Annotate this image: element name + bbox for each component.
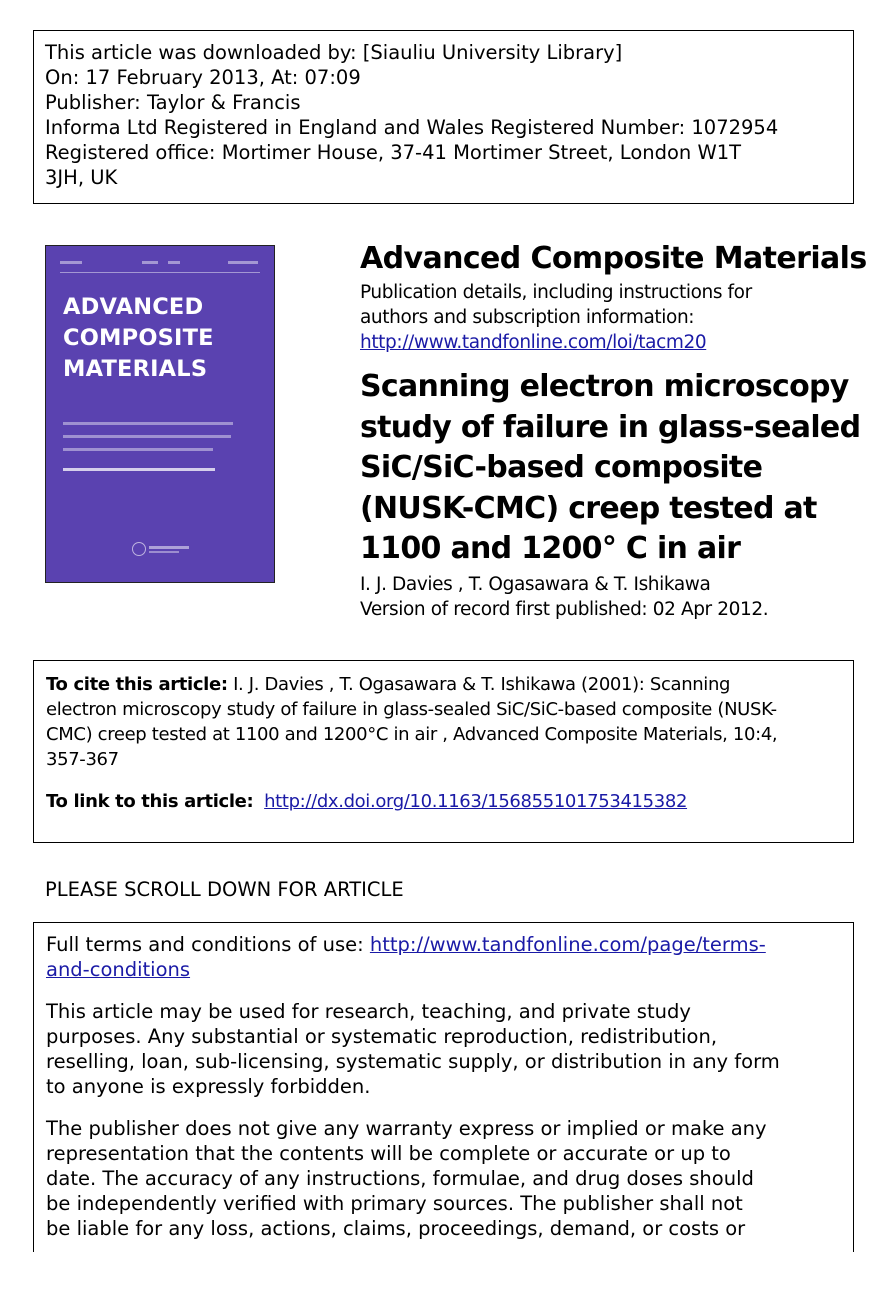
terms-link[interactable]: http://www.tandfonline.com/page/terms- — [369, 933, 766, 956]
journal-cover-image — [45, 245, 275, 583]
citation-text: I. J. Davies , T. Ogasawara & T. Ishikawa (2001): Scanning — [227, 674, 731, 695]
terms-box — [33, 922, 854, 1252]
publisher-logo-icon — [132, 542, 146, 556]
cover-title-line: MATERIALS — [63, 356, 208, 382]
cover-title-line: ADVANCED — [63, 294, 204, 320]
article-title — [360, 367, 860, 570]
paragraph-line: This article may be used for research, teaching, and private study — [46, 1000, 691, 1023]
cite-label: To cite this article: — [46, 674, 228, 695]
download-date: On: 17 February 2013, At: 07:09 — [45, 66, 361, 89]
article-title-line: (NUSK-CMC) creep tested at — [360, 490, 817, 526]
article-authors: I. J. Davies , T. Ogasawara & T. Ishikawa — [360, 573, 711, 595]
cover-title-line: COMPOSITE — [63, 325, 214, 351]
pub-details-line: Publication details, including instructions for — [360, 282, 752, 303]
doi-link[interactable]: http://dx.doi.org/10.1163/156855101753415382 — [264, 791, 688, 812]
publication-details — [360, 280, 860, 355]
registered-office: Registered office: Mortimer House, 37-41 Mortimer Street, London W1T — [45, 141, 742, 164]
article-title-line: Scanning electron microscopy — [360, 369, 849, 404]
cover-header-rule — [60, 260, 260, 273]
journal-url-link[interactable]: http://www.tandfonline.com/loi/tacm20 — [360, 332, 707, 353]
paragraph-line: be independently verified with primary sources. The publisher shall not — [46, 1192, 743, 1215]
citation-text: electron microscopy study of failure in glass-sealed SiC/SiC-based composite (NUSK- — [46, 699, 777, 720]
scroll-notice: PLEASE SCROLL DOWN FOR ARTICLE — [45, 878, 404, 901]
journal-title: Advanced Composite Materials — [360, 241, 867, 276]
citation-text: 357-367 — [46, 749, 119, 770]
cover-logo-text — [149, 546, 189, 549]
article-title-line: 1100 and 1200° C in air — [360, 531, 741, 566]
citation-box — [33, 660, 854, 843]
paragraph-line: to anyone is expressly forbidden. — [46, 1075, 371, 1098]
cover-title — [63, 292, 263, 385]
article-title-line: study of failure in glass-sealed — [360, 409, 861, 445]
downloaded-by: This article was downloaded by: [Siauliu University Library] — [45, 41, 623, 64]
download-info-box — [33, 30, 854, 204]
cover-text-line — [63, 448, 213, 451]
terms-link-cont[interactable]: and-conditions — [46, 958, 191, 981]
paragraph-line: be liable for any loss, actions, claims, proceedings, demand, or costs or — [46, 1217, 746, 1240]
paragraph-line: representation that the contents will be complete or accurate or up to — [46, 1142, 731, 1165]
disclaimer-paragraph — [46, 1116, 853, 1241]
version-of-record: Version of record first published: 02 Apr 2012. — [360, 598, 769, 620]
cover-editors-line — [63, 468, 215, 471]
cover-text-line — [63, 422, 233, 425]
article-title-line: SiC/SiC-based composite — [360, 450, 763, 485]
paragraph-line: date. The accuracy of any instructions, formulae, and drug doses should — [46, 1167, 754, 1190]
link-label: To link to this article: — [46, 791, 254, 812]
registration: Informa Ltd Registered in England and Wales Registered Number: 1072954 — [45, 116, 779, 139]
cover-text-line — [63, 435, 231, 438]
paragraph-line: purposes. Any substantial or systematic reproduction, redistribution, — [46, 1025, 718, 1048]
registered-office-cont: 3JH, UK — [45, 166, 118, 189]
citation-text: CMC) creep tested at 1100 and 1200°C in air , Advanced Composite Materials, 10:4, — [46, 724, 778, 745]
cover-logo-text — [149, 551, 179, 553]
terms-label: Full terms and conditions of use: — [46, 933, 370, 956]
journal-info — [360, 240, 867, 622]
pub-details-line: authors and subscription information: — [360, 307, 695, 328]
paragraph-line: The publisher does not give any warranty express or implied or make any — [46, 1117, 767, 1140]
paragraph-line: reselling, loan, sub-licensing, systematic supply, or distribution in any form — [46, 1050, 780, 1073]
usage-paragraph — [46, 999, 853, 1099]
publisher: Publisher: Taylor & Francis — [45, 91, 301, 114]
